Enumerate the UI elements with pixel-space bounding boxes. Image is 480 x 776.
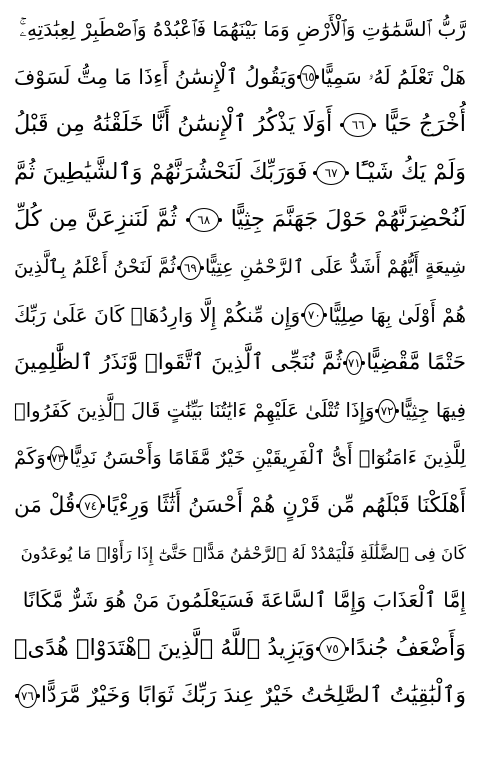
verse-text: إِمَّا ٱلْعَذَابَ وَإِمَّا ٱلسَّاعَةَ فَسَيَعْلَمُونَ مَنْ هُوَ شَرٌّ مَّكَانًا [22,588,466,613]
verse-text: ثُمَّ لَنَنزِعَنَّ مِن كُلِّ [14,206,178,233]
verse-line [14,482,466,530]
verse-line [14,292,466,340]
verse-line [14,101,466,149]
verse-line [14,530,466,578]
ayah-number-marker: ٧٥ [319,637,346,661]
ayah-number-marker: ٦٩ [180,256,201,280]
verse-text: هُمْ أَوْلَىٰ بِهَا صِلِيًّا [328,302,466,327]
verse-text: فَوَرَبِّكَ لَنَحْشُرَنَّهُمْ وَٱلشَّيَٰطِينَ ثُمَّ [14,158,308,185]
ayah-number-marker: ٦٥ [300,65,316,89]
ayah-number-marker: ٧١ [346,351,362,375]
verse-line [14,54,466,102]
verse-text: وَيَزِيدُ ٱللَّهُ ٱلَّذِينَ ٱهْتَدَوْا۟ هُدًىۗ [14,634,316,661]
verse-text: وَٱلْبَٰقِيَٰتُ ٱلصَّٰلِحَٰتُ خَيْرٌ عِندَ رَبِّكَ ثَوَابًا وَخَيْرٌ مَّرَدًّا [40,683,466,709]
ayah-number-marker: ٧٣ [50,446,66,470]
verse-text: ثُمَّ لَنَحْنُ أَعْلَمُ بِٱلَّذِينَ [14,255,176,278]
verse-text: رَّبُّ ٱلسَّمَٰوَٰتِ وَٱلْأَرْضِ وَمَا بَيْنَهُمَا فَٱعْبُدْهُ وَٱصْطَبِرْ لِعِبَٰدَتِهِۦۚ [19,17,466,41]
ayah-number-marker: ٧٢ [378,399,396,423]
ayah-number-marker: ٦٨ [189,208,219,232]
ayah-number-marker: ٦٧ [316,161,346,185]
ayah-number-marker: ٦٦ [343,113,373,137]
verse-line [14,244,466,292]
verse-text: وَيَقُولُ ٱلْإِنسَٰنُ أَءِذَا مَا مِتُّ لَسَوْفَ [14,64,297,89]
verse-line [14,577,466,625]
ayah-number-marker: ٧٠ [304,303,324,327]
verse-text: أَوَلَا يَذْكُرُ ٱلْإِنسَٰنُ أَنَّا خَلَقْنَٰهُ مِن قَبْلُ [14,111,333,138]
verse-text: كَانَ فِى ٱلضَّلَٰلَةِ فَلْيَمْدُدْ لَهُ ٱلرَّحْمَٰنُ مَدًّاۚ حَتَّىٰٓ إِذَا رَأَوْا۟ مَا يُوعَدُونَ [20,543,466,563]
verse-line [14,149,466,197]
verse-text: وَكَمْ [14,446,46,470]
verse-text: لَنُحْضِرَنَّهُمْ حَوْلَ جَهَنَّمَ جِثِيًّا [230,206,466,233]
verse-line [14,196,466,244]
verse-line [14,625,466,673]
verse-line [14,339,466,387]
ayah-number-marker: ٧٦ [18,684,37,708]
verse-text: أَهْلَكْنَا قَبْلَهُم مِّن قَرْنٍ هُمْ أَحْسَنُ أَثَٰثًا وَرِءْيًا [106,492,466,518]
verse-text: شِيعَةٍ أَيُّهُمْ أَشَدُّ عَلَى ٱلرَّحْمَٰنِ عِتِيًّا [205,255,466,278]
verse-text: وَإِن مِّنكُمْ إِلَّا وَارِدُهَاۚ كَانَ عَلَىٰ رَبِّكَ [14,302,301,327]
verse-text: لِلَّذِينَ ءَامَنُوٓا۟ أَىُّ ٱلْفَرِيقَيْنِ خَيْرٌ مَّقَامًا وَأَحْسَنُ نَدِيًّا [69,446,466,470]
verse-line [14,6,466,54]
verse-text: وَإِذَا تُتْلَىٰ عَلَيْهِمْ ءَايَٰتُنَا بَيِّنَٰتٍ قَالَ ٱلَّذِينَ كَفَرُوا۟ [14,398,375,422]
verse-text: حَتْمًا مَّقْضِيًّا [366,350,466,376]
verse-line [14,387,466,435]
verse-text: أُخْرَجُ حَيًّا [384,111,466,138]
verse-line [14,434,466,482]
verse-text: وَلَمْ يَكُ شَيْـًٔا [354,158,466,185]
verse-text: هَلْ تَعْلَمُ لَهُۥ سَمِيًّا [320,64,466,89]
verse-line [14,672,466,720]
verse-text: فِيهَا جِثِيًّا [399,398,466,422]
ayah-number-marker: ٧٤ [79,494,102,518]
verse-text: قُلْ مَن [14,492,76,518]
verse-text: وَأَضْعَفُ جُندًا [349,634,466,661]
verse-text: ثُمَّ نُنَجِّى ٱلَّذِينَ ٱتَّقَوا۟ وَّنَذَرُ ٱلظَّٰلِمِينَ [14,350,343,376]
